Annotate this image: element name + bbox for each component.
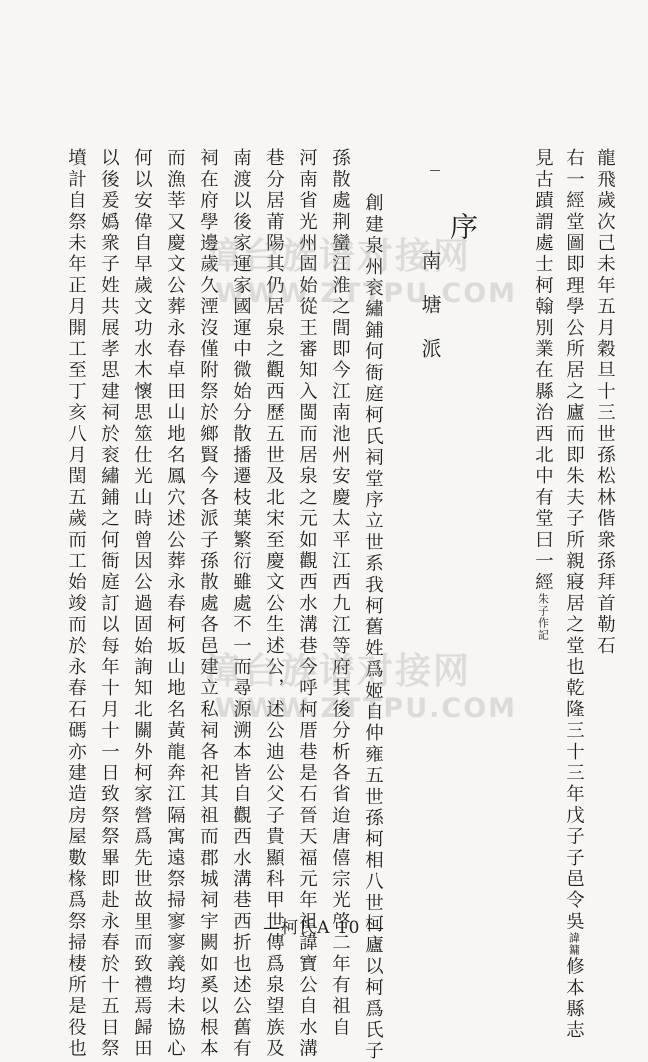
text-column-2: 右一經堂圖即理學公所居之廬而即朱夫子所親寢居之堂也乾隆三十三年戊子子邑令吳諱鏞修本縣志 — [563, 148, 585, 1042]
sub-heading: 南塘派 — [418, 250, 442, 382]
watermark-en-bottom: WWW.ZTTPU.COM — [215, 693, 518, 724]
watermark-cn-top: 漳台族谱对接网 — [205, 236, 472, 277]
section-heading: 序 — [446, 212, 479, 240]
page-footer: —柯氏A 10 — — [263, 918, 385, 938]
text-column-6: 創建泉州衮繡鋪何衙庭柯氏祠堂序立世系我柯舊姓爲姬自仲雍五世孫柯相八世柯廬以柯爲氏子 — [362, 193, 384, 1062]
inline-note: 諱鏞 — [567, 932, 581, 957]
text-column-12: 而漁莘又慶文公葬永春卓田山地名鳳穴述公葬永春柯坂山地名黃龍奔江隔寓遠祭掃寥寥義均未協心 — [164, 148, 186, 1060]
text-column-11: 祠在府學邊歲久湮沒僅附祭於鄉賢今各派子孫散處各邑建立私祠各祀其祖而郡城祠宇闕如奚以根本 — [197, 148, 219, 1060]
divider-mark — [430, 170, 440, 171]
text-column-14: 以後爰嬀衆子姓共展孝思建祠於衮繡鋪之何衙庭訂以每年十月十一日致祭祭畢即赴永春於十五日祭 — [98, 148, 120, 1060]
text-column-3: 見古蹟謂處士柯翰別業在縣治西北中有堂曰一經朱子作記 — [532, 148, 554, 642]
text-column-7: 孫散處荆蠻江淮之間即今江南池州安慶太平江西九江等府其後分析各省迨唐僖宗光啓二年有祖自 — [329, 148, 351, 1039]
watermark-en-top: WWW.ZTTPU.COM — [215, 278, 518, 309]
watermark-cn-bottom: 漳台族谱对接网 — [205, 651, 472, 692]
text-column-15: 墳計自祭未年正月開工至丁亥八月閏五歲而工始竣而於永春石碼亦建造房屋數椽爲祭掃棲所是役也 — [65, 148, 87, 1060]
text-column-9: 巷分居莆陽其仍居泉之觀西歷五世及北宋至慶文公生述公，述公迪公父子貴顯科甲世傳爲泉望族及 — [263, 148, 285, 1060]
inline-note: 朱子作記 — [536, 593, 550, 642]
text-column-1: 龍飛歲次己未年五月穀旦十三世孫松林偕衆孫拜首勒石 — [594, 148, 616, 657]
text-column-8: 河南省光州固始從王審知入閩而居泉之元如觀西水溝巷今呼柯厝巷是石晉天福元年祖諱寶公自水溝 — [296, 148, 318, 1060]
text-column-10: 南渡以後家運家國運中微始分散播遷枝葉繁衍雖處不一而尋源溯本皆自觀西水溝巷西折也述公舊有 — [230, 148, 252, 1060]
text-column-13: 何以安偉自早歲文功水木懷思筮仕光山時曾因公過固始詢知北關外柯家營爲先世故里而致禮焉歸田 — [131, 148, 153, 1060]
